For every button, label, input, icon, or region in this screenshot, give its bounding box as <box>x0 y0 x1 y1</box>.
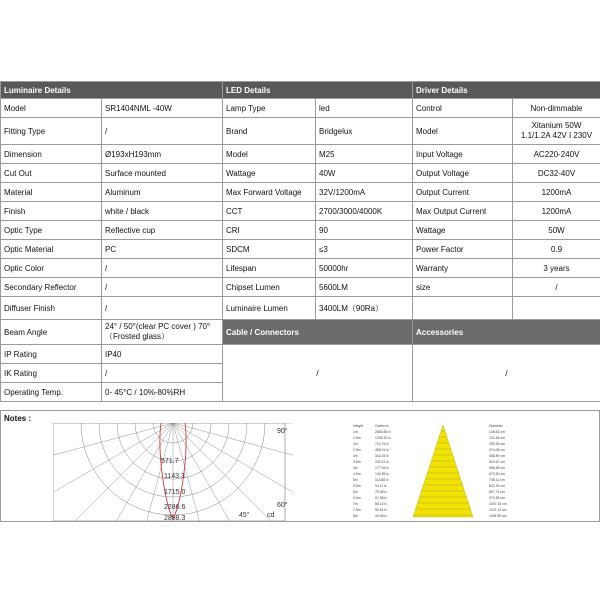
led-value: 2700/3000/4000K <box>316 202 413 221</box>
beam-row-height: 2m <box>353 442 358 446</box>
luminaire-label: Optic Color <box>1 259 102 278</box>
beam-row-diameter: 972.55 cm <box>489 496 505 500</box>
driver-label: Model <box>413 118 513 145</box>
beam-row-diameter: 299.26 cm <box>489 442 505 446</box>
luminaire-label: Finish <box>1 202 102 221</box>
beam-row-diameter: 374.08 cm <box>489 448 505 452</box>
spec-row <box>1 99 600 118</box>
spec-row <box>1 164 600 183</box>
beam-row-height: 4.5m <box>353 472 361 476</box>
notes-section <box>0 410 600 522</box>
beam-header-diameter: Diameter <box>489 424 503 428</box>
spec-row <box>1 221 600 240</box>
spec-row <box>1 183 600 202</box>
driver-value: 1200mA <box>513 202 600 221</box>
led-label: Lamp Type <box>223 99 316 118</box>
luminaire-label: Optic Type <box>1 221 102 240</box>
beam-header-center-lx: Center lx <box>375 424 389 428</box>
led-value: ≤3 <box>316 240 413 259</box>
driver-label: Control <box>413 99 513 118</box>
luminaire-value: Aluminum <box>102 183 223 202</box>
spec-row <box>1 259 600 278</box>
driver-label: Wattage <box>413 221 513 240</box>
ip-rating-value: IP40 <box>102 345 223 364</box>
beam-row-center-lx: 44.48 lx <box>375 514 387 518</box>
luminaire-value: SR1404NML -40W <box>102 99 223 118</box>
led-details-header: LED Details <box>223 82 413 99</box>
driver-details-header: Driver Details <box>413 82 600 99</box>
luminaire-label: Dimension <box>1 145 102 164</box>
beam-row-diameter: 897.74 cm <box>489 490 505 494</box>
luminaire-value: Ø193xH193mm <box>102 145 223 164</box>
spec-row <box>1 278 600 297</box>
beam-row-diameter: 822.93 cm <box>489 484 505 488</box>
beam-row-height: 6m <box>353 490 358 494</box>
driver-label: Warranty <box>413 259 513 278</box>
beam-row-center-lx: 79.08 lx <box>375 490 387 494</box>
beam-header-height: Height <box>353 424 363 428</box>
beam-angle-value: 24° / 50°(clear PC cover ) 70° （Frosted glass） <box>102 320 223 345</box>
luminaire-label: Cut Out <box>1 164 102 183</box>
led-label: SDCM <box>223 240 316 259</box>
beam-row-diameter: 448.89 cm <box>489 454 505 458</box>
luminaire-value: / <box>102 118 223 145</box>
beam-row-center-lx: 1205.32 lx <box>375 436 391 440</box>
beam-row-center-lx: 232.41 lx <box>375 460 389 464</box>
driver-label: Max Output Current <box>413 202 513 221</box>
led-label: Luminaire Lumen <box>223 297 316 320</box>
beam-angle-row <box>1 320 600 345</box>
led-label: Brand <box>223 118 316 145</box>
led-value: 40W <box>316 164 413 183</box>
luminaire-value: PC <box>102 240 223 259</box>
led-value: 32V/1200mA <box>316 183 413 202</box>
spec-sheet <box>0 81 600 402</box>
beam-row-center-lx: 316.33 lx <box>375 454 389 458</box>
polar-spoke <box>173 423 272 521</box>
beam-row-height: 3.5m <box>353 460 361 464</box>
spec-table <box>0 81 600 402</box>
driver-value: DC32-40V <box>513 164 600 183</box>
beam-row-diameter: 148.63 cm <box>489 430 505 434</box>
candela-unit-label: cd <box>267 512 275 519</box>
driver-value: 1200mA <box>513 183 600 202</box>
beam-row-diameter: 598.48 cm <box>489 466 505 470</box>
luminaire-value: Reflective cup <box>102 221 223 240</box>
ip-rating-row <box>1 345 600 364</box>
driver-label: Power Factor <box>413 240 513 259</box>
beam-row-height: 3m <box>353 454 358 458</box>
luminaire-value: / <box>102 297 223 320</box>
beam-angle-illuminance-diagram <box>351 419 521 519</box>
ip-rating-label: IP Rating <box>1 345 102 364</box>
beam-row-height: 5.5m <box>353 484 361 488</box>
operating-temp-value: 0- 45°C / 10%-80%RH <box>102 383 223 402</box>
driver-label: Output Current <box>413 183 513 202</box>
luminaire-details-header: Luminaire Details <box>1 82 223 99</box>
driver-label <box>413 297 513 320</box>
luminaire-label: Optic Material <box>1 240 102 259</box>
led-value: 50000hr <box>316 259 413 278</box>
beam-cone <box>413 425 473 517</box>
beam-row-center-lx: 50.61 lx <box>375 508 387 512</box>
polar-spoke <box>74 423 173 521</box>
driver-value: 3 years <box>513 259 600 278</box>
led-value: 3400LM（90Ra） <box>316 297 413 320</box>
ik-rating-label: IK Rating <box>1 364 102 383</box>
polar-value-4: 2286.6 <box>164 504 186 511</box>
beam-row-height: 7m <box>353 502 358 506</box>
beam-row-center-lx: 455.01 lx <box>375 448 389 452</box>
luminaire-label: Secondary Reflector <box>1 278 102 297</box>
luminaire-label: Fitting Type <box>1 118 102 145</box>
angle-90-label: 90° <box>277 428 288 435</box>
spec-row <box>1 297 600 320</box>
beam-row-center-lx: 58.10 lx <box>375 502 387 506</box>
beam-row-diameter: 1047.33 cm <box>489 502 507 506</box>
beam-row-center-lx: 94.11 lx <box>375 484 387 488</box>
polar-spoke <box>53 423 173 493</box>
spec-row <box>1 145 600 164</box>
beam-row-diameter: 523.67 cm <box>489 460 505 464</box>
beam-row-height: 6.5m <box>353 496 361 500</box>
beam-row-height: 8m <box>353 514 358 518</box>
spec-row <box>1 240 600 259</box>
spec-rows <box>1 99 600 320</box>
led-label: Lifespan <box>223 259 316 278</box>
cable-connectors-header: Cable / Connectors <box>223 320 413 345</box>
led-label: Wattage <box>223 164 316 183</box>
beam-row-center-lx: 2840.88 lx <box>375 430 391 434</box>
luminaire-value: Surface mounted <box>102 164 223 183</box>
driver-label: Output Voltage <box>413 164 513 183</box>
polar-light-distribution-diagram <box>53 423 293 521</box>
luminaire-value: white / black <box>102 202 223 221</box>
led-label: Chipset Lumen <box>223 278 316 297</box>
driver-label: size <box>413 278 513 297</box>
operating-temp-label: Operating Temp. <box>1 383 102 402</box>
driver-value: AC220-240V <box>513 145 600 164</box>
led-value: 5600LM <box>316 278 413 297</box>
beam-row-height: 1m <box>353 430 358 434</box>
beam-row-height: 4m <box>353 466 358 470</box>
beam-row-center-lx: 710.76 lx <box>375 442 389 446</box>
beam-row-diameter: 1196.95 cm <box>489 514 507 518</box>
luminaire-value: / <box>102 278 223 297</box>
driver-value: / <box>513 278 600 297</box>
accessories-value: / <box>413 345 600 402</box>
polar-value-3: 1715.0 <box>164 489 186 496</box>
luminaire-value: / <box>102 259 223 278</box>
driver-value: Xitanium 50W 1.1/1.2A 42V I 230V <box>513 118 600 145</box>
beam-cone-shape <box>413 425 473 517</box>
accessories-header: Accessories <box>413 320 600 345</box>
driver-value <box>513 297 600 320</box>
led-value: 90 <box>316 221 413 240</box>
beam-row-diameter: 748.11 cm <box>489 478 505 482</box>
polar-value-1: 571.7 <box>161 458 179 465</box>
led-label: CRI <box>223 221 316 240</box>
luminaire-label: Diffuser Finish <box>1 297 102 320</box>
beam-row-center-lx: 113.88 lx <box>375 478 389 482</box>
led-value: Bridgelux <box>316 118 413 145</box>
angle-60-label: 60° <box>277 502 288 509</box>
notes-label: Notes : <box>4 414 32 423</box>
beam-row-center-lx: 177.94 lx <box>375 466 389 470</box>
spec-row <box>1 118 600 145</box>
beam-row-diameter: 224.45 cm <box>489 436 505 440</box>
led-label: Max Forward Voltage <box>223 183 316 202</box>
luminaire-label: Material <box>1 183 102 202</box>
driver-value: 50W <box>513 221 600 240</box>
luminaire-label: Model <box>1 99 102 118</box>
led-label: Model <box>223 145 316 164</box>
driver-value: Non-dimmable <box>513 99 600 118</box>
polar-value-5: 2858.3 <box>164 515 186 521</box>
led-value: M25 <box>316 145 413 164</box>
driver-label: Input Voltage <box>413 145 513 164</box>
beam-row-height: 5m <box>353 478 358 482</box>
beam-angle-label: Beam Angle <box>1 320 102 345</box>
led-value: led <box>316 99 413 118</box>
beam-row-height: 2.5m <box>353 448 361 452</box>
beam-row-center-lx: 140.59 lx <box>375 472 389 476</box>
led-label: CCT <box>223 202 316 221</box>
cable-connectors-value: / <box>223 345 413 402</box>
beam-row-diameter: 1122.14 cm <box>489 508 507 512</box>
beam-row-diameter: 673.30 cm <box>489 472 505 476</box>
beam-row-height: 7.5m <box>353 508 361 512</box>
beam-row-height: 1.5m <box>353 436 361 440</box>
beam-row-center-lx: 67.38 lx <box>375 496 387 500</box>
polar-spoke <box>173 423 293 493</box>
polar-value-2: 1143.3 <box>164 473 185 480</box>
angle-45-label: 45° <box>239 512 250 519</box>
driver-value: 0.9 <box>513 240 600 259</box>
ik-rating-value: / <box>102 364 223 383</box>
spec-row <box>1 202 600 221</box>
header-row <box>1 82 600 99</box>
